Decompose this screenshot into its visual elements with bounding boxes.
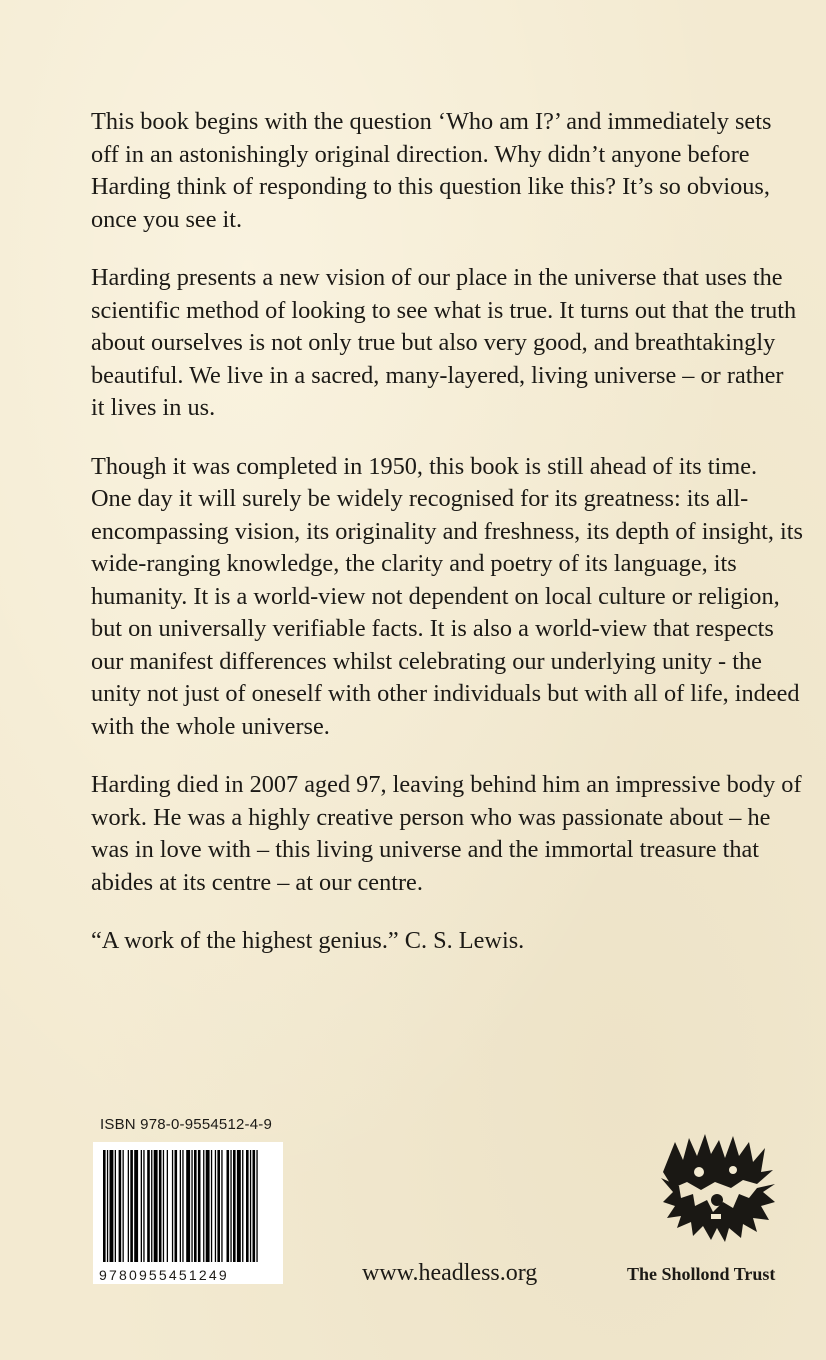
- barcode-bar: [253, 1150, 256, 1262]
- barcode-bar: [175, 1150, 178, 1262]
- barcode-bar: [256, 1150, 257, 1262]
- publisher-name: The Shollond Trust: [627, 1264, 776, 1284]
- barcode-bar: [198, 1150, 201, 1262]
- barcode-bar: [123, 1150, 124, 1262]
- barcode-bar: [147, 1150, 150, 1262]
- barcode-digits: 9780955451249: [99, 1267, 229, 1283]
- barcode-bar: [151, 1150, 152, 1262]
- barcode: [93, 1142, 283, 1284]
- barcode-bar: [163, 1150, 164, 1262]
- barcode-bar: [134, 1150, 138, 1262]
- barcode-bar: [227, 1150, 230, 1262]
- barcode-bar: [167, 1150, 168, 1262]
- barcode-bar: [206, 1150, 210, 1262]
- barcode-bar: [233, 1150, 236, 1262]
- barcode-bar: [110, 1150, 114, 1262]
- barcode-bar: [172, 1150, 173, 1262]
- barcode-bar: [194, 1150, 197, 1262]
- barcode-bar: [203, 1150, 204, 1262]
- barcode-bar: [103, 1150, 106, 1262]
- barcode-bar: [130, 1150, 133, 1262]
- blurb-paragraph-4: Harding died in 2007 aged 97, leaving behind him an impressive body of work. He was a highly creative person who was passionate about – he was in love with – this living universe and the immortal treasure that abides at its centre – at our centre.: [91, 771, 802, 896]
- barcode-bar: [180, 1150, 181, 1262]
- barcode-bar: [230, 1150, 231, 1262]
- shollond-trust-logo-icon: [653, 1132, 783, 1252]
- barcode-bar: [215, 1150, 216, 1262]
- barcode-bar: [250, 1150, 251, 1262]
- barcode-bar: [217, 1150, 220, 1262]
- barcode-bar: [159, 1150, 162, 1262]
- website-link[interactable]: www.headless.org: [362, 1260, 538, 1286]
- barcode-bar: [242, 1150, 243, 1262]
- barcode-bar: [107, 1150, 108, 1262]
- barcode-bar: [182, 1150, 183, 1262]
- quote: “A work of the highest genius.” C. S. Lewis.: [91, 927, 525, 954]
- barcode-bar: [246, 1150, 249, 1262]
- barcode-bar: [128, 1150, 129, 1262]
- barcode-bar: [211, 1150, 212, 1262]
- isbn-label: ISBN 978-0-9554512-4-9: [100, 1116, 273, 1133]
- barcode-bar: [191, 1150, 192, 1262]
- barcode-bar: [221, 1150, 222, 1262]
- barcode-bar: [115, 1150, 116, 1262]
- barcode-bar: [119, 1150, 122, 1262]
- blurb-paragraph-1: This book begins with the question ‘Who am I?’ and immediately sets off in an astonishingly original direction. Why didn’t anyone before Harding think of responding to this question like this? It’s so obvious, once you see it.: [91, 108, 772, 233]
- blurb-paragraph-3: Though it was completed in 1950, this book is still ahead of its time. One day it will surely be widely recognised for its greatness: its all-encompassing vision, its originality and freshness, its depth of insight, its wide-ranging knowledge, the clarity and poetry of its language, its humanity. It is a world-view not dependent on local culture or religion, but on universally verifiable facts. It is also a world-view that respects our manifest differences whilst celebrating our underlying unity - the unity not just of oneself with other individuals but with all of life, indeed with the whole universe.: [91, 452, 803, 740]
- barcode-bar: [143, 1150, 144, 1262]
- blurb-text: [91, 106, 803, 984]
- barcode-bars: [93, 1142, 283, 1284]
- barcode-bar: [186, 1150, 190, 1262]
- barcode-bar: [237, 1150, 241, 1262]
- blurb-paragraph-2: Harding presents a new vision of our place in the universe that uses the scientific method of looking to see what is true. It turns out that the truth about ourselves is not only true but also very good, and breathtakingly beautiful. We live in a sacred, many-layered, living universe – or rather it lives in us.: [91, 264, 797, 421]
- barcode-bar: [141, 1150, 142, 1262]
- barcode-bar: [154, 1150, 158, 1262]
